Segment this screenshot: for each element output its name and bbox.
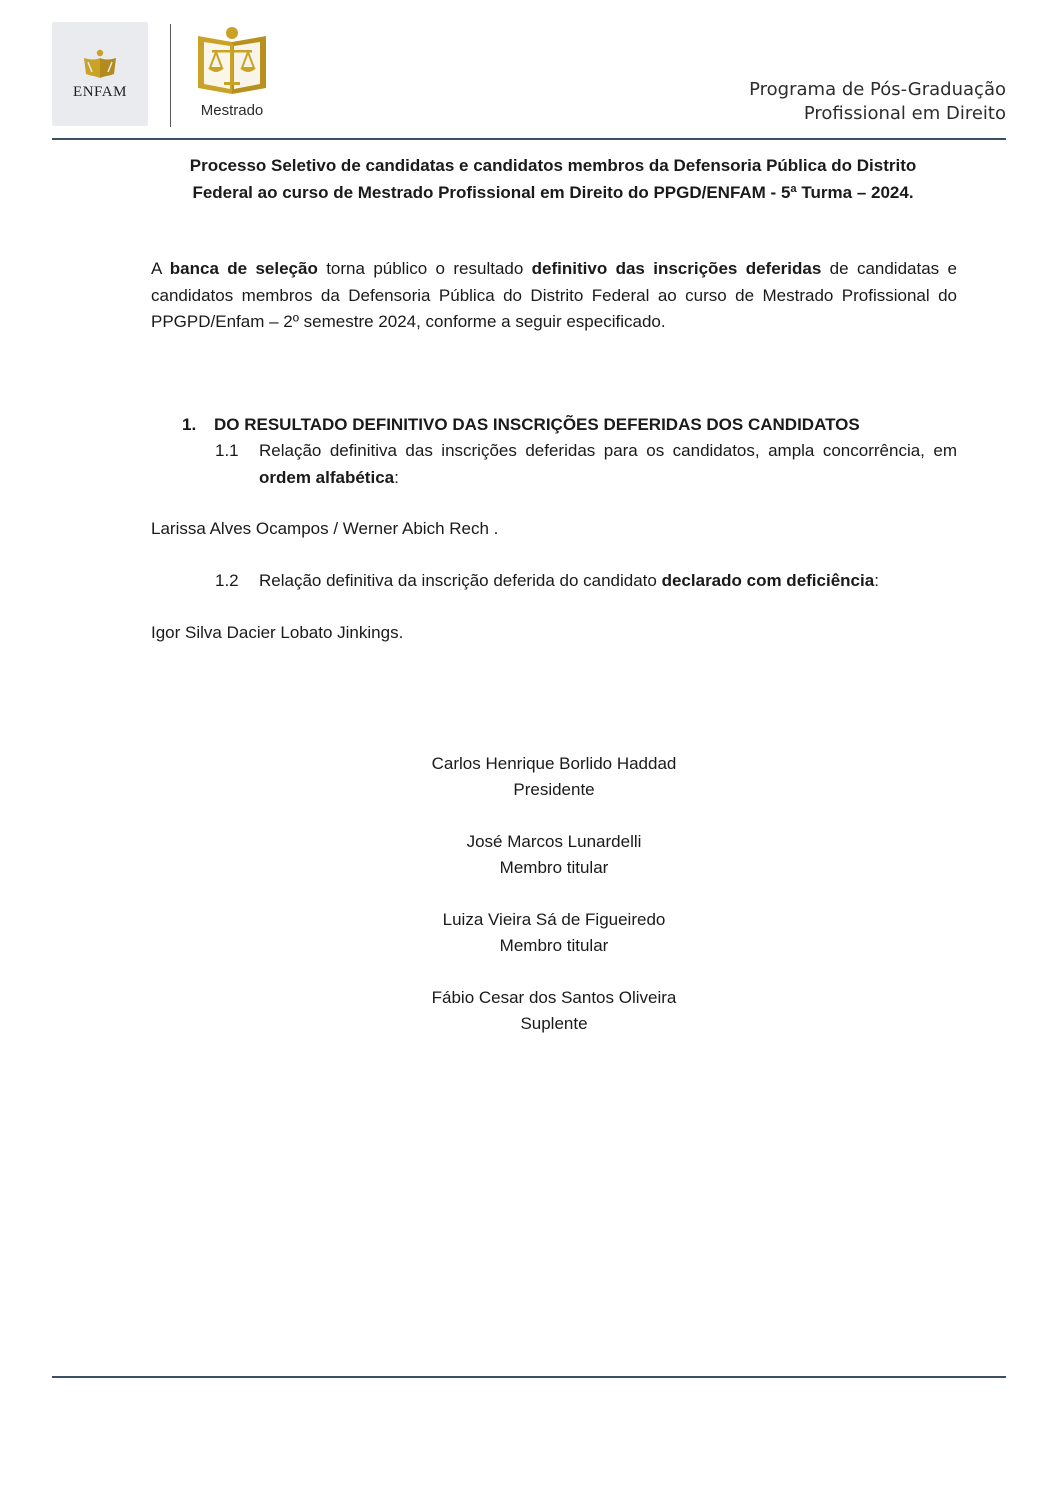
subitem-1-2	[215, 568, 957, 595]
section-heading-text: DO RESULTADO DEFINITIVO DAS INSCRIÇÕES DEFERIDAS DOS CANDIDATOS	[214, 415, 860, 434]
intro-paragraph	[151, 256, 957, 336]
subitem-text	[259, 568, 957, 595]
enfam-logo-text: ENFAM	[73, 84, 127, 100]
document-title-line2: Federal ao curso de Mestrado Profissional em Direito do PPGD/ENFAM - 5ª Turma – 2024.	[192, 183, 914, 202]
signatory-role: Suplente	[520, 1014, 588, 1033]
subitem-1-2-text: Relação definitiva da inscrição deferida do candidato	[259, 571, 662, 590]
program-title	[749, 78, 1006, 126]
signatory-name: Carlos Henrique Borlido Haddad	[431, 754, 677, 773]
intro-text-2: torna público o resultado	[317, 259, 532, 278]
subitem-text	[259, 438, 957, 491]
program-title-line1: Programa de Pós-Graduação	[749, 79, 1006, 100]
mestrado-logo-text: Mestrado	[200, 102, 264, 119]
signatory-role: Membro titular	[499, 858, 609, 877]
subitem-number: 1.1	[215, 441, 239, 460]
signatory-role: Membro titular	[499, 936, 609, 955]
signatory-name: José Marcos Lunardelli	[466, 832, 642, 851]
subitem-number: 1.2	[215, 571, 239, 590]
enfam-logo-icon	[82, 48, 118, 82]
subitem-1-1-end: :	[394, 467, 399, 487]
section-heading	[182, 412, 860, 438]
logo-divider	[170, 24, 171, 127]
signatory-name: Fábio Cesar dos Santos Oliveira	[431, 988, 677, 1007]
intro-bold-1: banca de seleção	[169, 259, 318, 278]
candidates-list-disability: Igor Silva Dacier Lobato Jinkings.	[151, 623, 404, 642]
signature-block	[304, 751, 804, 1063]
footer-rule	[52, 1376, 1006, 1378]
signature-entry	[304, 907, 804, 959]
subitem-1-2-bold: declarado com deficiência	[661, 571, 875, 590]
header-rule	[52, 138, 1006, 140]
signatory-role: Presidente	[513, 780, 595, 799]
mestrado-logo	[186, 26, 278, 126]
document-title-line1: Processo Seletivo de candidatas e candidatos membros da Defensoria Pública do Distrito	[189, 156, 917, 175]
subitem-1-1-text: Relação definitiva das inscrições deferidas para os candidatos, ampla concorrência, em	[259, 441, 957, 460]
signature-entry	[304, 829, 804, 881]
intro-bold-2: definitivo das inscrições deferidas	[531, 259, 822, 278]
subitem-1-1-bold: ordem alfabética	[259, 467, 395, 487]
mestrado-book-scales-icon	[194, 26, 270, 96]
intro-text-3: de candidatas e candidatos membros da Defensoria Pública do Distrito Federal ao curso de Mestrado Profissional do PPGPD/Enfam – 2º semestre 2024, conforme a seguir especificado.	[151, 259, 957, 331]
candidates-list-general: Larissa Alves Ocampos / Werner Abich Rech .	[151, 519, 499, 538]
subitem-1-2-end: :	[874, 571, 879, 590]
enfam-logo	[52, 22, 148, 126]
intro-text-1: A	[151, 259, 170, 278]
document-title	[140, 152, 966, 206]
subitem-1-1	[215, 438, 957, 491]
program-title-line2: Profissional em Direito	[803, 103, 1006, 124]
section-number: 1.	[182, 415, 197, 434]
signature-entry	[304, 751, 804, 803]
signatory-name: Luiza Vieira Sá de Figueiredo	[442, 910, 666, 929]
signature-entry	[304, 985, 804, 1037]
